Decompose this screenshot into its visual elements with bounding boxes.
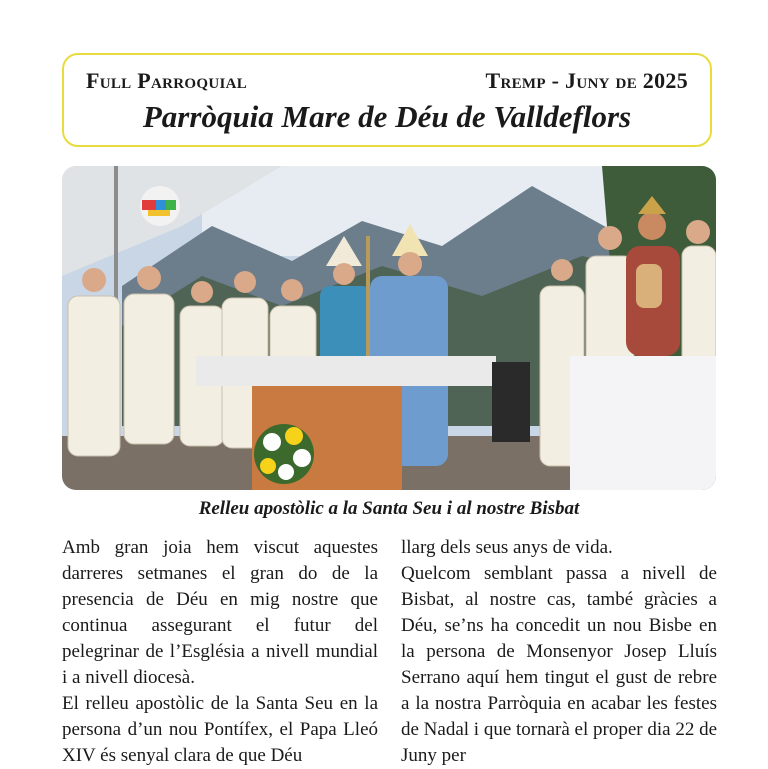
header-date: Tremp - Juny de 2025 (485, 68, 688, 93)
paragraph: El relleu apostòlic de la Santa Seu en la persona d’un nou Pontífex, el Papa Lleó XIV és senyal clara de que Déu (62, 693, 378, 766)
paragraph: Amb gran joia hem viscut aquestes darreres setmanes el gran do de la presencia de Déu en mig nostre que continua assegurant el futur del pelegrinar de l’Església a nivell mundial i a nivell diocesà. (62, 537, 378, 688)
photo-caption: Relleu apostòlic a la Santa Seu i al nostre Bisbat (198, 498, 580, 519)
parish-logo-icon (140, 186, 180, 226)
text-column-left (62, 535, 378, 769)
page-title: Parròquia Mare de Déu de Valldeflors (142, 99, 632, 134)
header-publication: Full Parroquial (86, 68, 248, 93)
paragraph: Quelcom semblant passa a nivell de Bisbat, al nostre cas, també gràcies a Déu, se’ns ha concedit un nou Bisbe en la persona de Monsenyor Josep Lluís Serrano aquí hem tingut el gust de rebre a la nostra Parròquia en acabar les festes de Nadal i que tornarà el proper dia 22 de Juny per (401, 563, 718, 766)
photo-illustration (62, 166, 716, 490)
flowers-icon (254, 424, 314, 484)
paragraph: llarg dels seus anys de vida. (401, 537, 613, 558)
text-column-right (401, 535, 717, 769)
main-photo (62, 166, 716, 490)
header-box (62, 53, 712, 147)
